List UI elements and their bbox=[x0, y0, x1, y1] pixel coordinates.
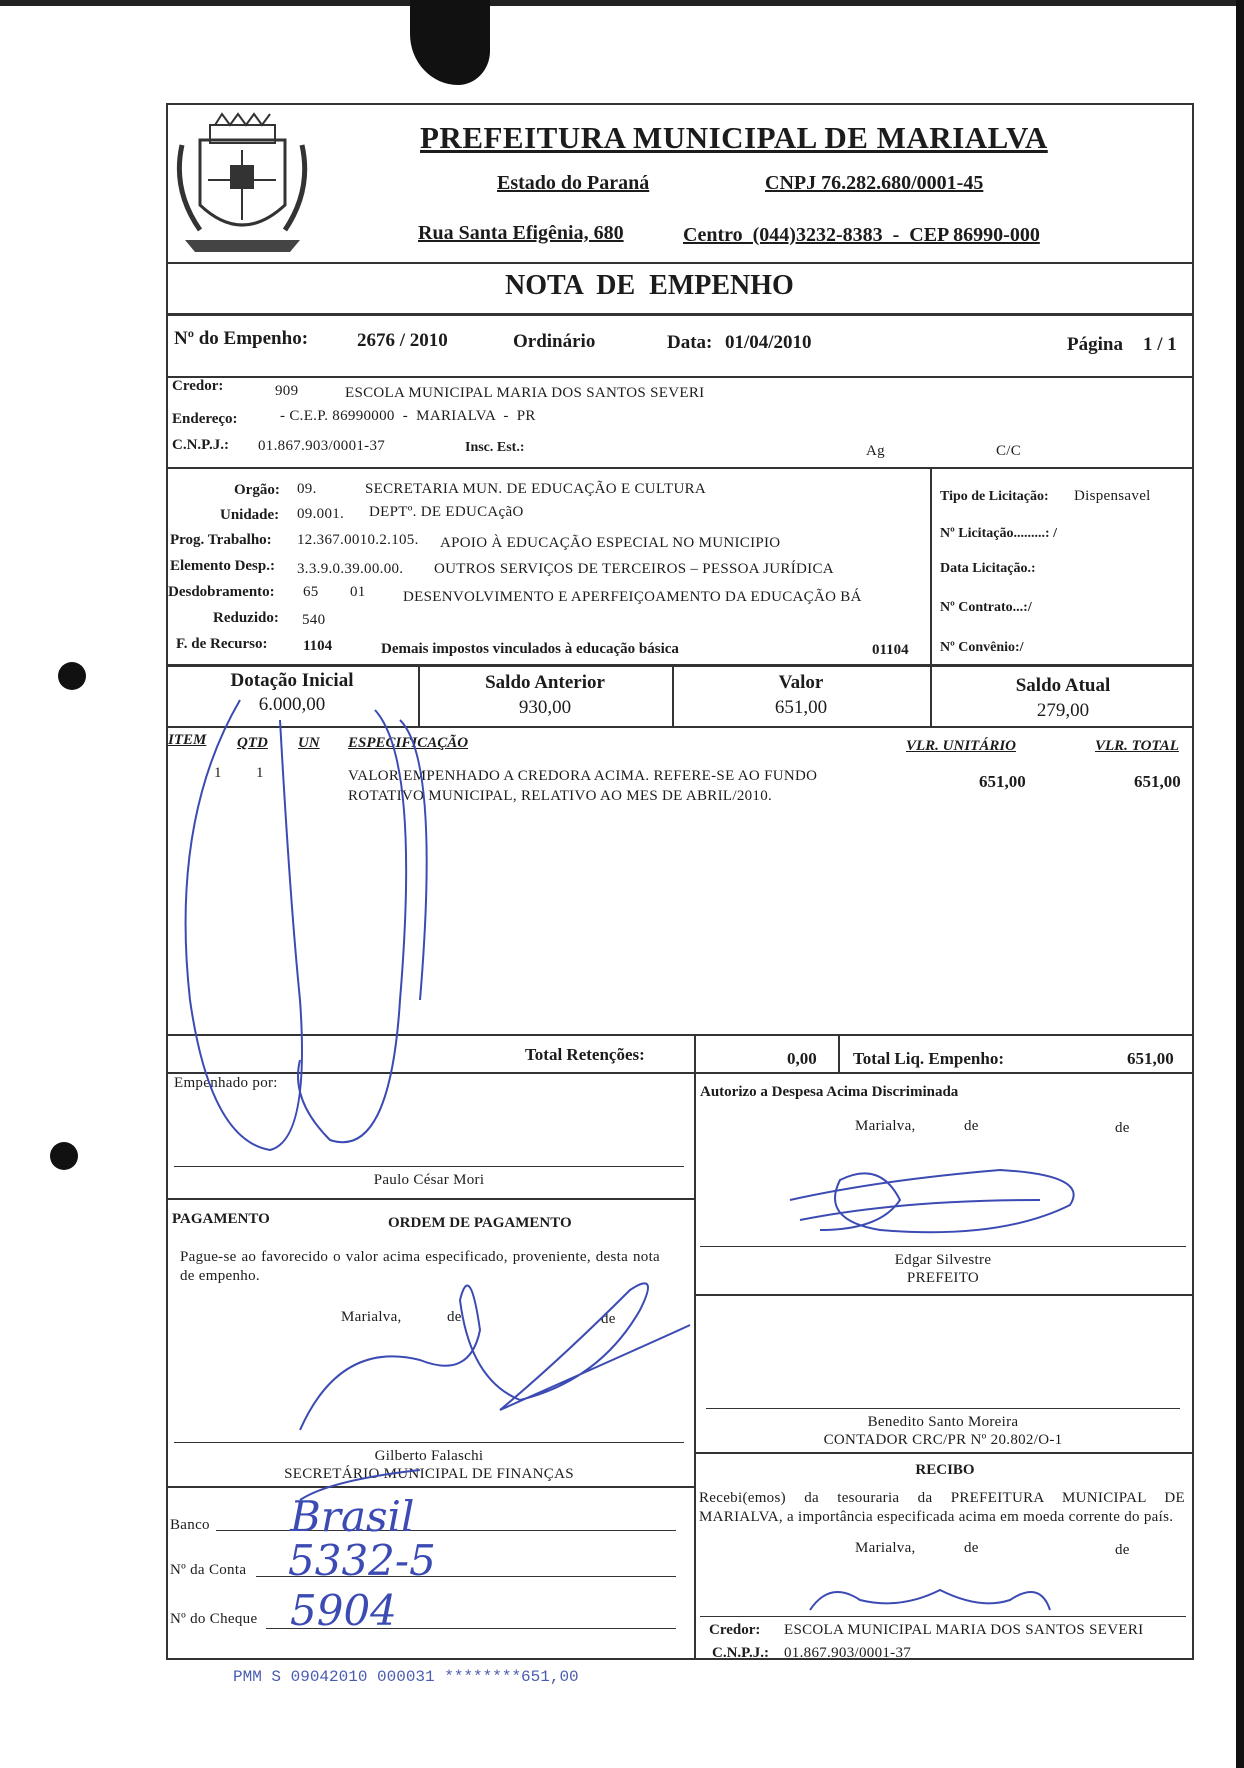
orgao-code: 09. bbox=[297, 481, 317, 497]
reduzido-value: 540 bbox=[302, 612, 326, 628]
secretario-cargo: SECRETÁRIO MUNICIPAL DE FINANÇAS bbox=[284, 1466, 574, 1482]
cheque-label: Nº do Cheque bbox=[170, 1611, 258, 1627]
unidade-label: Unidade: bbox=[220, 507, 280, 523]
autorizo-local: Marialva, bbox=[855, 1118, 916, 1134]
row-desc-line1: VALOR EMPENHADO A CREDORA ACIMA. REFERE-SE AO FUNDO bbox=[348, 768, 818, 784]
licitacao-type-label: Tipo de Licitação: bbox=[940, 489, 1049, 504]
desdobramento-desc: DESENVOLVIMENTO E APERFEIÇOAMENTO DA EDUCAÇÃO BÁ bbox=[403, 589, 862, 605]
pagamento-local: Marialva, bbox=[341, 1309, 402, 1325]
state-name: Estado do Paraná bbox=[497, 172, 650, 194]
contador-nome: Benedito Santo Moreira bbox=[867, 1414, 1019, 1430]
doc-title: NOTA DE EMPENHO bbox=[505, 270, 794, 301]
contador-cargo: CONTADOR CRC/PR Nº 20.802/O-1 bbox=[823, 1432, 1063, 1448]
empenho-number: 2676 / 2010 bbox=[357, 330, 448, 351]
prog-code: 12.367.0010.2.105. bbox=[297, 532, 419, 548]
saldo-atual-label: Saldo Atual bbox=[1015, 675, 1111, 696]
recurso-code2: 01104 bbox=[872, 642, 909, 658]
recibo-local: Marialva, bbox=[855, 1540, 916, 1556]
col-item: ITEM bbox=[168, 732, 207, 748]
credor-label: Credor: bbox=[172, 378, 224, 394]
credor-address: - C.E.P. 86990000 - MARIALVA - PR bbox=[280, 408, 536, 424]
contrato: Nº Contrato...:/ bbox=[940, 600, 1032, 615]
empenho-number-label: Nº do Empenho: bbox=[174, 328, 309, 349]
address-details: Centro (044)3232-8383 - CEP 86990-000 bbox=[683, 224, 1040, 246]
dotacao-inicial-label: Dotação Inicial bbox=[230, 670, 354, 691]
empenhado-label: Empenhado por: bbox=[174, 1075, 278, 1091]
prog-label: Prog. Trabalho: bbox=[170, 532, 272, 548]
reduzido-label: Reduzido: bbox=[213, 610, 279, 626]
orgao-label: Orgão: bbox=[234, 482, 280, 498]
licitacao-number: Nº Licitação.........: / bbox=[940, 526, 1057, 541]
row-unit: 651,00 bbox=[979, 772, 1026, 791]
saldo-anterior-label: Saldo Anterior bbox=[485, 672, 605, 693]
recibo-de2: de bbox=[1115, 1542, 1130, 1558]
saldo-anterior: 930,00 bbox=[518, 697, 572, 718]
recibo-cnpj: 01.867.903/0001-37 bbox=[784, 1645, 912, 1661]
licitacao-type: Dispensavel bbox=[1074, 488, 1151, 504]
row-item: 1 bbox=[214, 765, 222, 781]
liquido-label: Total Liq. Empenho: bbox=[853, 1049, 1004, 1068]
endereco-label: Endereço: bbox=[172, 411, 238, 427]
valor: 651,00 bbox=[774, 697, 828, 718]
cc-label: C/C bbox=[996, 443, 1022, 459]
pagamento-label: PAGAMENTO bbox=[172, 1211, 270, 1227]
autorizo-de2: de bbox=[1115, 1120, 1130, 1136]
licitacao-date: Data Licitação.: bbox=[940, 561, 1036, 576]
pagamento-de2: de bbox=[601, 1311, 616, 1327]
retencoes-label: Total Retenções: bbox=[525, 1045, 645, 1064]
col-unit: VLR. UNITÁRIO bbox=[906, 738, 1017, 754]
row-desc-line2: ROTATIVO MUNICIPAL, RELATIVO AO MES DE ABRIL/2010. bbox=[348, 788, 773, 804]
recibo-credor: ESCOLA MUNICIPAL MARIA DOS SANTOS SEVERI bbox=[784, 1622, 1144, 1638]
valor-label: Valor bbox=[778, 672, 824, 693]
recibo-credor-label: Credor: bbox=[709, 1622, 761, 1638]
banco-value: Brasil bbox=[290, 1492, 415, 1541]
empenhado-nome: Paulo César Mori bbox=[373, 1172, 485, 1188]
banco-label: Banco bbox=[170, 1517, 210, 1533]
col-total: VLR. TOTAL bbox=[1095, 738, 1179, 754]
autorizo-label: Autorizo a Despesa Acima Discriminada bbox=[700, 1084, 959, 1100]
address-street: Rua Santa Efigênia, 680 bbox=[418, 222, 624, 244]
row-qtd: 1 bbox=[256, 765, 264, 781]
page-number: 1 / 1 bbox=[1143, 334, 1177, 355]
pagamento-de1: de bbox=[447, 1309, 462, 1325]
recibo-cnpj-label: C.N.P.J.: bbox=[712, 1645, 769, 1661]
conta-value: 5332-5 bbox=[288, 1536, 436, 1585]
cnpj-label: C.N.P.J.: bbox=[172, 437, 229, 453]
recurso-desc: Demais impostos vinculados à educação básica bbox=[381, 641, 679, 657]
desdobramento-sub: 01 bbox=[350, 584, 366, 600]
elemento-code: 3.3.9.0.39.00.00. bbox=[297, 561, 404, 577]
insc-label: Insc. Est.: bbox=[465, 440, 525, 455]
elemento-label: Elemento Desp.: bbox=[170, 558, 275, 574]
elemento-desc: OUTROS SERVIÇOS DE TERCEIROS – PESSOA JURÍDICA bbox=[434, 561, 834, 577]
date-label: Data: bbox=[667, 332, 713, 353]
liquido-value: 651,00 bbox=[1127, 1049, 1174, 1068]
retencoes-value: 0,00 bbox=[787, 1049, 817, 1068]
recibo-de1: de bbox=[964, 1540, 979, 1556]
row-total: 651,00 bbox=[1134, 772, 1181, 791]
autorizo-de1: de bbox=[964, 1118, 979, 1134]
prefeito-cargo: PREFEITO bbox=[906, 1270, 980, 1286]
ordem-pagamento: ORDEM DE PAGAMENTO bbox=[388, 1215, 572, 1231]
recibo-texto: Recebi(emos) da tesouraria da PREFEITURA MUNICIPAL DE MARIALVA, a importância especificada acima em moeda corrente do país. bbox=[699, 1490, 1185, 1525]
unidade-desc: DEPTº. DE EDUCAçãO bbox=[369, 504, 524, 520]
desdobramento-code: 65 bbox=[303, 584, 319, 600]
recurso-label: F. de Recurso: bbox=[176, 636, 268, 652]
unidade-code: 09.001. bbox=[297, 506, 345, 522]
page-label: Página bbox=[1067, 334, 1123, 355]
orgao-desc: SECRETARIA MUN. DE EDUCAÇÃO E CULTURA bbox=[365, 481, 707, 497]
credor-code: 909 bbox=[275, 383, 299, 399]
credor-name: ESCOLA MUNICIPAL MARIA DOS SANTOS SEVERI bbox=[345, 385, 705, 401]
page-title: PREFEITURA MUNICIPAL DE MARIALVA bbox=[420, 120, 1048, 155]
prefeito-nome: Edgar Silvestre bbox=[894, 1252, 992, 1268]
convenio: Nº Convênio:/ bbox=[940, 640, 1024, 655]
conta-label: Nº da Conta bbox=[170, 1562, 247, 1578]
recibo-label: RECIBO bbox=[915, 1462, 975, 1478]
pagamento-texto: Pague-se ao favorecido o valor acima especificado, proveniente, desta nota de empenho. bbox=[180, 1249, 660, 1284]
dotacao-inicial: 6.000,00 bbox=[258, 694, 326, 715]
payment-stamp: PMM S 09042010 000031 ********651,00 bbox=[233, 1668, 579, 1686]
cheque-value: 5904 bbox=[290, 1586, 397, 1635]
empenho-type: Ordinário bbox=[513, 331, 596, 352]
prog-desc: APOIO À EDUCAÇÃO ESPECIAL NO MUNICIPIO bbox=[440, 535, 781, 551]
empenho-date: 01/04/2010 bbox=[725, 332, 812, 353]
cnpj-header: CNPJ 76.282.680/0001-45 bbox=[765, 172, 984, 194]
col-qtd: QTD bbox=[237, 735, 268, 751]
secretario-nome: Gilberto Falaschi bbox=[374, 1448, 484, 1464]
credor-cnpj: 01.867.903/0001-37 bbox=[258, 438, 386, 454]
desdobramento-label: Desdobramento: bbox=[168, 584, 275, 600]
ag-label: Ag bbox=[866, 443, 885, 459]
col-un: UN bbox=[298, 735, 320, 751]
col-espec: ESPECIFICAÇÃO bbox=[348, 735, 469, 751]
saldo-atual: 279,00 bbox=[1036, 700, 1090, 721]
recurso-code: 1104 bbox=[303, 638, 333, 654]
